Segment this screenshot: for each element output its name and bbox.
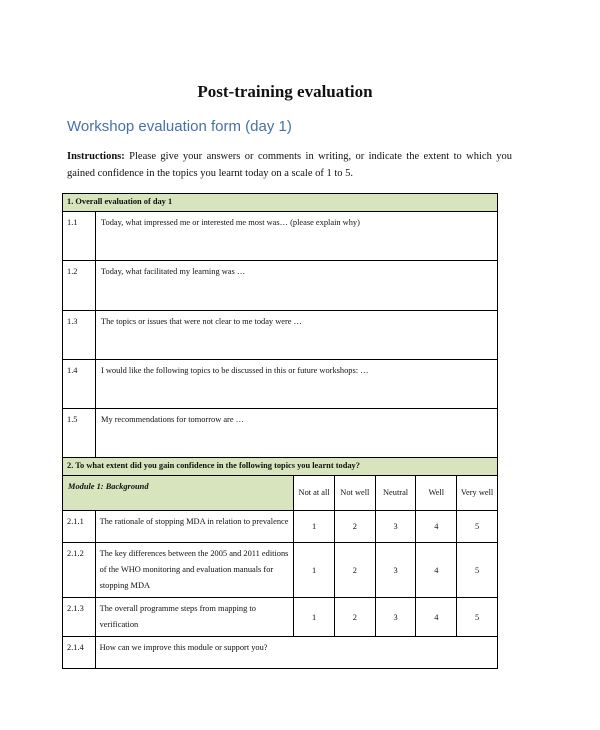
scale-label: Not at all <box>294 476 335 511</box>
table-row <box>63 511 498 543</box>
question-number: 2.1.4 <box>63 637 96 669</box>
rating-option[interactable]: 4 <box>416 511 457 543</box>
instructions-text: Please give your answers or comments in writing, or indicate the extent to which you gained confidence in the topics you learnt today on a scale of 1 to 5. <box>67 151 512 179</box>
rating-option[interactable]: 1 <box>294 598 335 637</box>
question-text: The rationale of stopping MDA in relation to prevalence <box>95 511 294 543</box>
module-header: Module 1: Background <box>63 476 294 511</box>
question-number: 1.4 <box>63 360 96 409</box>
form-subtitle: Workshop evaluation form (day 1) <box>67 118 292 135</box>
question-number: 2.1.1 <box>63 511 96 543</box>
rating-option[interactable]: 5 <box>457 543 498 598</box>
question-text[interactable]: The topics or issues that were not clear to me today were … <box>96 311 498 360</box>
table-row <box>63 261 498 311</box>
table-row <box>63 409 498 458</box>
table-row <box>63 212 498 261</box>
instructions-label: Instructions: <box>67 151 125 162</box>
rating-option[interactable]: 2 <box>334 511 375 543</box>
overall-evaluation-table <box>62 193 498 458</box>
question-text[interactable]: Today, what impressed me or interested me most was… (please explain why) <box>96 212 498 261</box>
scale-label: Very well <box>457 476 498 511</box>
section2-header: 2. To what extent did you gain confidence in the following topics you learnt today? <box>63 458 498 476</box>
question-number: 1.2 <box>63 261 96 311</box>
rating-option[interactable]: 5 <box>457 511 498 543</box>
question-text[interactable]: I would like the following topics to be discussed in this or future workshops: … <box>96 360 498 409</box>
table-row <box>63 543 498 598</box>
table-row <box>63 360 498 409</box>
question-text[interactable]: My recommendations for tomorrow are … <box>96 409 498 458</box>
rating-option[interactable]: 4 <box>416 598 457 637</box>
question-number: 1.1 <box>63 212 96 261</box>
confidence-rating-table <box>62 457 498 669</box>
rating-option[interactable]: 2 <box>334 598 375 637</box>
rating-option[interactable]: 4 <box>416 543 457 598</box>
question-text[interactable]: Today, what facilitated my learning was … <box>96 261 498 311</box>
rating-option[interactable]: 3 <box>375 511 416 543</box>
question-text: The overall programme steps from mapping to verification <box>95 598 294 637</box>
question-text[interactable]: How can we improve this module or support you? <box>95 637 497 669</box>
rating-option[interactable]: 2 <box>334 543 375 598</box>
scale-header-row <box>63 476 498 511</box>
rating-option[interactable]: 3 <box>375 543 416 598</box>
question-number: 2.1.2 <box>63 543 96 598</box>
scale-label: Not well <box>334 476 375 511</box>
rating-option[interactable]: 1 <box>294 543 335 598</box>
instructions <box>67 148 512 182</box>
rating-option[interactable]: 5 <box>457 598 498 637</box>
table-row <box>63 598 498 637</box>
question-text: The key differences between the 2005 and 2011 editions of the WHO monitoring and evaluation manuals for stopping MDA <box>95 543 294 598</box>
rating-option[interactable]: 1 <box>294 511 335 543</box>
question-number: 1.3 <box>63 311 96 360</box>
section1-header: 1. Overall evaluation of day 1 <box>63 194 498 212</box>
question-number: 1.5 <box>63 409 96 458</box>
rating-option[interactable]: 3 <box>375 598 416 637</box>
page-title: Post-training evaluation <box>197 82 373 101</box>
scale-label: Neutral <box>375 476 416 511</box>
question-number: 2.1.3 <box>63 598 96 637</box>
table-row <box>63 311 498 360</box>
table-row <box>63 637 498 669</box>
scale-label: Well <box>416 476 457 511</box>
